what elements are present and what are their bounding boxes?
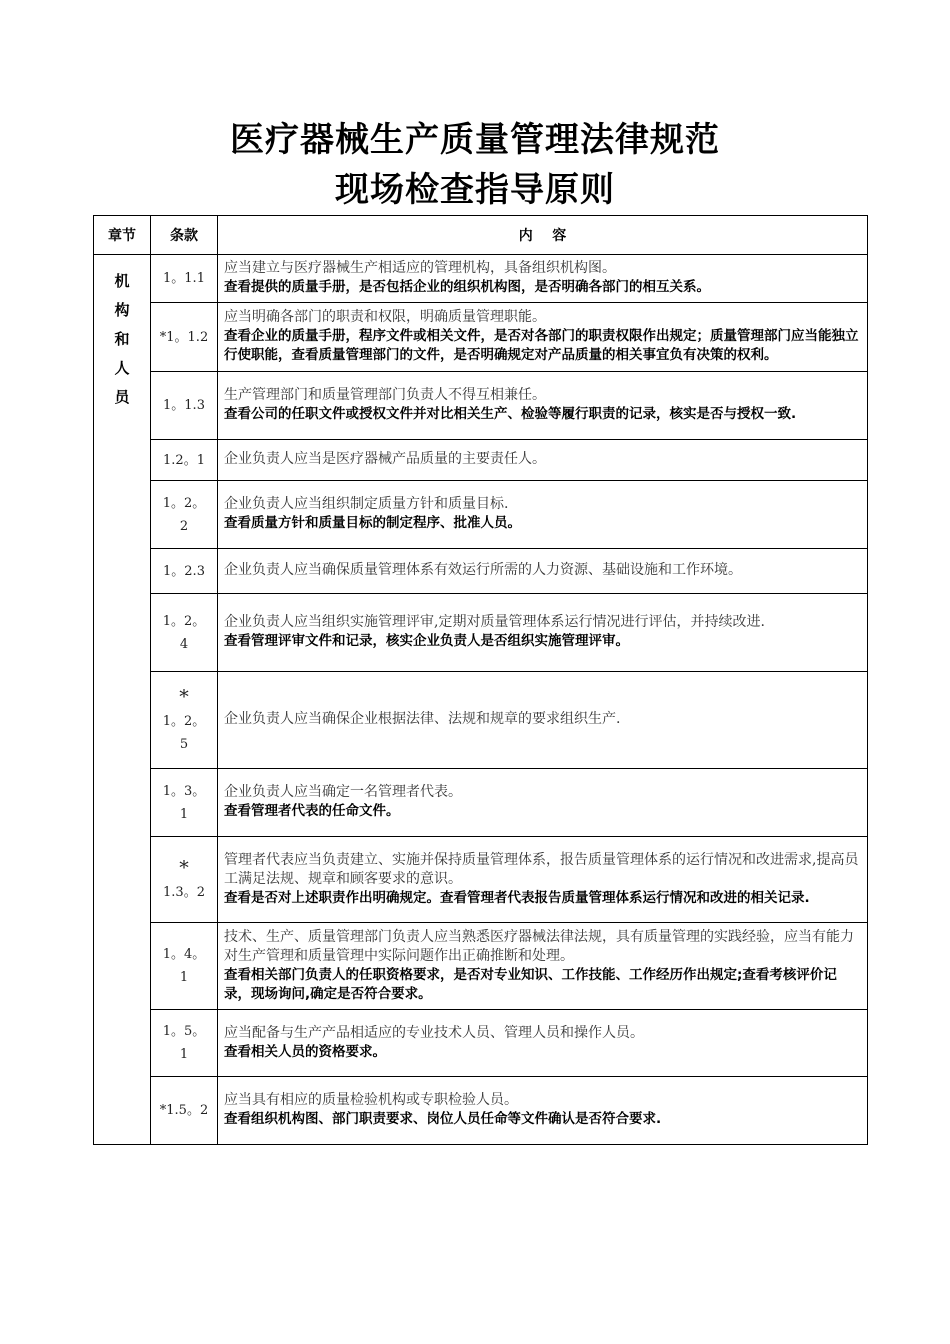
clause-number: 1。1.1 [163, 271, 205, 286]
clause-number: 1。2。4 [162, 613, 206, 652]
clause-number: *1。1.2 [159, 329, 209, 345]
clause-cell [151, 594, 218, 672]
table-row [94, 549, 868, 594]
inspection-method-text: 查看质量方针和质量目标的制定程序、批准人员。 [224, 515, 521, 531]
clause-cell [151, 837, 218, 923]
inspection-method-text: 查看相关部门负责人的任职资格要求，是否对专业知识、工作技能、工作经历作出规定;查看考核评价记录，现场询问,确定是否符合要求。 [224, 966, 837, 1002]
table-row [94, 594, 868, 672]
clause-cell [151, 372, 218, 440]
inspection-method-text: 查看组织机构图、部门职责要求、岗位人员任命等文件确认是否符合要求. [224, 1111, 662, 1127]
clause-cell [151, 440, 218, 481]
content-cell [218, 372, 868, 440]
table-row [94, 481, 868, 549]
clause-cell [151, 769, 218, 837]
table-row [94, 1010, 868, 1077]
requirement-text: 生产管理部门和质量管理部门负责人不得互相兼任。 [224, 387, 546, 403]
clause-number: 1.3。2 [163, 885, 205, 900]
requirement-text: 企业负责人应当是医疗器械产品质量的主要责任人。 [224, 451, 546, 467]
clause-number: 1。4。1 [162, 947, 206, 985]
requirement-text: 应当明确各部门的职责和权限，明确质量管理职能。 [224, 309, 546, 325]
clause-cell [151, 1077, 218, 1145]
inspection-method-text: 查看企业的质量手册，程序文件或相关文件，是否对各部门的职责权限作出规定；质量管理部门应当能独立行使职能，查看质量管理部门的文件，是否明确规定对产品质量的相关事宜负有决策的权利。 [224, 328, 859, 363]
table-row [94, 255, 868, 303]
table-row [94, 372, 868, 440]
chapter-char: 构 [114, 301, 130, 319]
clause-cell [151, 923, 218, 1010]
requirement-text: 企业负责人应当确定一名管理者代表。 [224, 784, 462, 800]
table-header-row [94, 216, 868, 255]
table-row [94, 303, 868, 372]
content-cell [218, 594, 868, 672]
inspection-method-text: 查看提供的质量手册，是否包括企业的组织机构图，是否明确各部门的相互关系。 [224, 279, 710, 295]
requirement-text: 应当配备与生产产品相适应的专业技术人员、管理人员和操作人员。 [224, 1024, 644, 1041]
table-row [94, 923, 868, 1010]
inspection-method-text: 查看相关人员的资格要求。 [224, 1043, 386, 1060]
requirement-text: 企业负责人应当确保质量管理体系有效运行所需的人力资源、基础设施和工作环境。 [224, 562, 742, 578]
inspection-method-text: 查看管理评审文件和记录，核实企业负责人是否组织实施管理评审。 [224, 633, 629, 649]
chapter-char: 和 [114, 330, 130, 348]
header-clause: 条款 [151, 216, 218, 255]
clause-number: 1。2.3 [163, 563, 205, 579]
clause-cell [151, 303, 218, 372]
table-row [94, 672, 868, 769]
header-chapter: 章节 [94, 216, 151, 255]
inspection-table [93, 215, 868, 1145]
content-cell [218, 837, 868, 923]
clause-cell [151, 255, 218, 303]
content-cell [218, 481, 868, 549]
clause-number: 1.2。1 [163, 452, 205, 468]
requirement-text: 企业负责人应当组织制定质量方针和质量目标. [224, 496, 509, 512]
requirement-text: 管理者代表应当负责建立、实施并保持质量管理体系，报告质量管理体系的运行情况和改进需求,提高员工满足法规、规章和顾客要求的意识。 [224, 851, 859, 887]
content-cell [218, 549, 868, 594]
chapter-char: 机 [114, 272, 130, 290]
key-item-star: * [179, 686, 189, 708]
table-row [94, 769, 868, 837]
clause-number: *1.5。2 [159, 1103, 209, 1118]
clause-number: 1。2。2 [162, 495, 206, 534]
requirement-text: 企业负责人应当组织实施管理评审,定期对质量管理体系运行情况进行评估，并持续改进. [224, 614, 765, 630]
clause-cell [151, 672, 218, 769]
content-cell [218, 440, 868, 481]
requirement-text: 企业负责人应当确保企业根据法律、法规和规章的要求组织生产. [224, 711, 621, 727]
table-row [94, 440, 868, 481]
requirement-text: 技术、生产、质量管理部门负责人应当熟悉医疗器械法律法规，具有质量管理的实践经验，应当有能力对生产管理和质量管理中实际问题作出正确推断和处理。 [224, 928, 854, 964]
content-cell [218, 672, 868, 769]
chapter-cell [94, 255, 151, 1145]
requirement-text: 应当具有相应的质量检验机构或专职检验人员。 [224, 1092, 518, 1108]
inspection-method-text: 查看管理者代表的任命文件。 [224, 803, 400, 819]
content-cell [218, 303, 868, 372]
content-cell [218, 1077, 868, 1145]
clause-number: 1。3。1 [162, 783, 206, 822]
inspection-method-text: 查看是否对上述职责作出明确规定。查看管理者代表报告质量管理体系运行情况和改进的相关记录. [224, 889, 810, 906]
table-row [94, 1077, 868, 1145]
clause-number: 1。1.3 [163, 398, 205, 413]
requirement-text: 应当建立与医疗器械生产相适应的管理机构，具备组织机构图。 [224, 260, 616, 276]
clause-cell [151, 549, 218, 594]
clause-cell [151, 1010, 218, 1077]
clause-number: 1。5。1 [162, 1024, 206, 1062]
content-cell [218, 923, 868, 1010]
page-title: 医疗器械生产质量管理法律规范 [230, 120, 720, 160]
inspection-method-text: 查看公司的任职文件或授权文件并对比相关生产、检验等履行职责的记录，核实是否与授权一致. [224, 406, 797, 422]
key-item-star: * [179, 857, 189, 879]
table-row [94, 837, 868, 923]
chapter-char: 员 [114, 388, 130, 406]
page-subtitle: 现场检查指导原则 [335, 170, 615, 210]
chapter-char: 人 [114, 359, 130, 377]
clause-number: 1。2。5 [162, 714, 206, 752]
header-content: 内 容 [218, 216, 868, 255]
content-cell [218, 769, 868, 837]
content-cell [218, 255, 868, 303]
content-cell [218, 1010, 868, 1077]
clause-cell [151, 481, 218, 549]
